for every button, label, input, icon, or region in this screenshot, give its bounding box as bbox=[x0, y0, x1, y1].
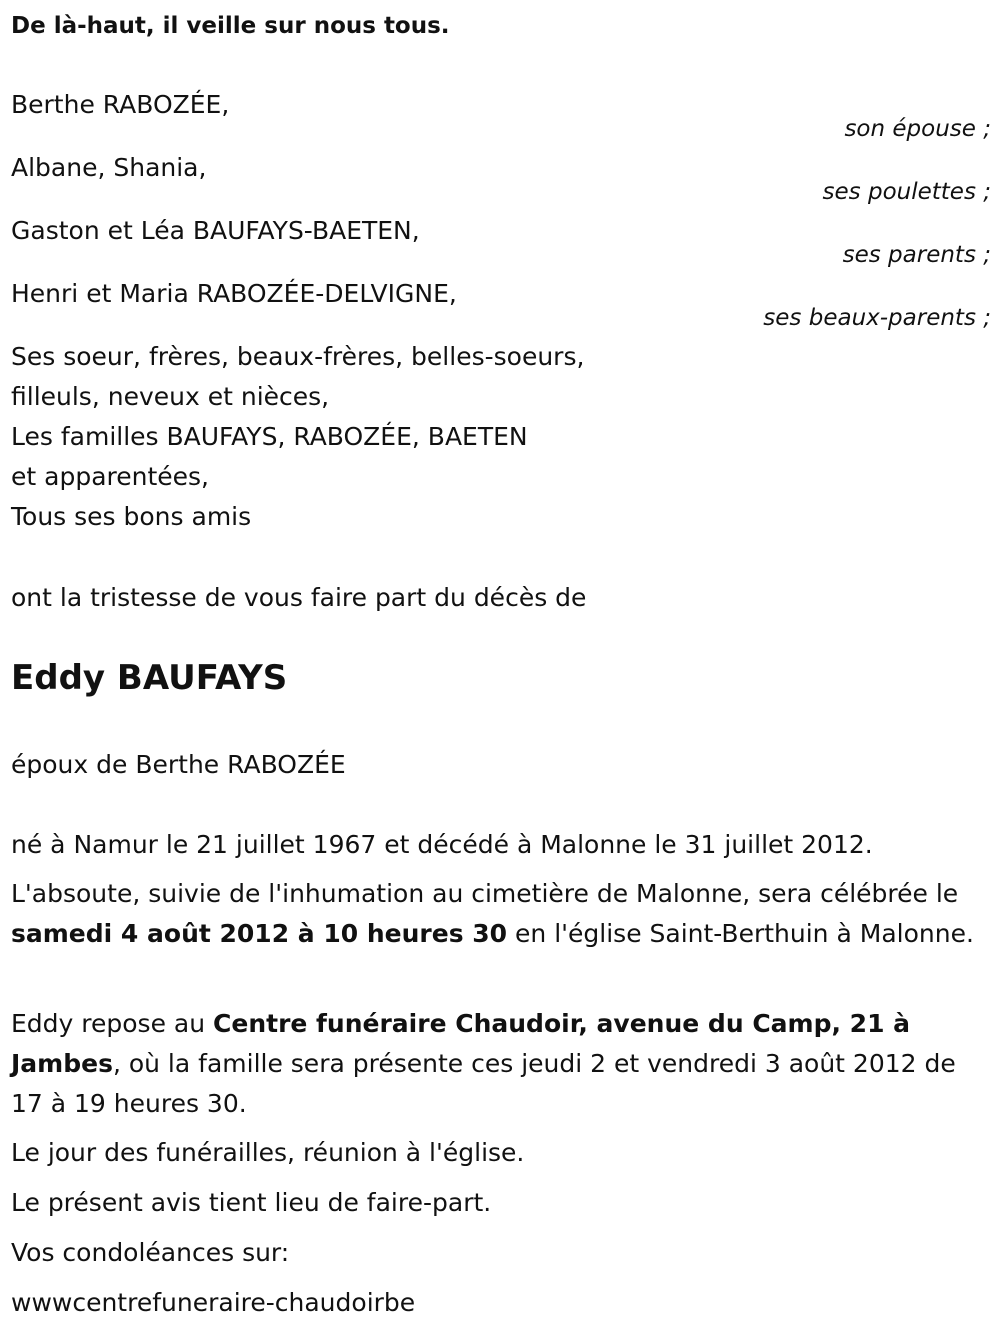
family-line: Tous ses bons amis bbox=[11, 502, 252, 531]
ceremony-text-before: L'absoute, suivie de l'inhumation au cimetière de Malonne, sera célébrée le bbox=[11, 879, 959, 908]
birth-death-line: né à Namur le 21 juillet 1967 et décédé à Malonne le 31 juillet 2012. bbox=[11, 830, 873, 859]
spouse-line: époux de Berthe RABOZÉE bbox=[11, 750, 346, 779]
mourner-role-4: ses beaux-parents ; bbox=[763, 305, 991, 331]
condolences-website: wwwcentrefuneraire-chaudoirbe bbox=[11, 1288, 416, 1317]
ceremony-text-after: en l'église Saint-Berthuin à Malonne. bbox=[507, 919, 974, 948]
family-line: Ses soeur, frères, beaux-frères, belles-soeurs, bbox=[11, 342, 585, 371]
family-line: et apparentées, bbox=[11, 462, 209, 491]
family-line: filleuls, neveux et nièces, bbox=[11, 382, 330, 411]
visitation-paragraph bbox=[11, 1004, 986, 1124]
condolences-label: Vos condoléances sur: bbox=[11, 1238, 290, 1267]
mourner-name-2: Albane, Shania, bbox=[11, 153, 207, 182]
mourner-role-3: ses parents ; bbox=[842, 242, 991, 268]
deceased-name: Eddy BAUFAYS bbox=[11, 658, 288, 698]
mourner-name-4: Henri et Maria RABOZÉE-DELVIGNE, bbox=[11, 279, 457, 308]
mourner-role-2: ses poulettes ; bbox=[822, 179, 991, 205]
visitation-text-after: , où la famille sera présente ces jeudi 2 et vendredi 3 août 2012 de 17 à 19 heures 30. bbox=[11, 1049, 956, 1118]
visitation-text-before: Eddy repose au bbox=[11, 1009, 214, 1038]
notice-line: Le présent avis tient lieu de faire-part. bbox=[11, 1188, 492, 1217]
motto: De là-haut, il veille sur nous tous. bbox=[11, 13, 450, 39]
funeral-day-line: Le jour des funérailles, réunion à l'église. bbox=[11, 1138, 525, 1167]
ceremony-date-time: samedi 4 août 2012 à 10 heures 30 bbox=[11, 919, 508, 948]
mourner-name-1: Berthe RABOZÉE, bbox=[11, 90, 230, 119]
ceremony-paragraph bbox=[11, 874, 986, 954]
mourner-role-1: son épouse ; bbox=[844, 116, 991, 142]
mourner-name-3: Gaston et Léa BAUFAYS-BAETEN, bbox=[11, 216, 420, 245]
family-list bbox=[11, 337, 584, 537]
family-line: Les familles BAUFAYS, RABOZÉE, BAETEN bbox=[11, 422, 528, 451]
announcement-text: ont la tristesse de vous faire part du décès de bbox=[11, 583, 587, 612]
funeral-home-address: Centre funéraire Chaudoir, avenue du Camp, 21 à Jambes bbox=[11, 1009, 911, 1078]
